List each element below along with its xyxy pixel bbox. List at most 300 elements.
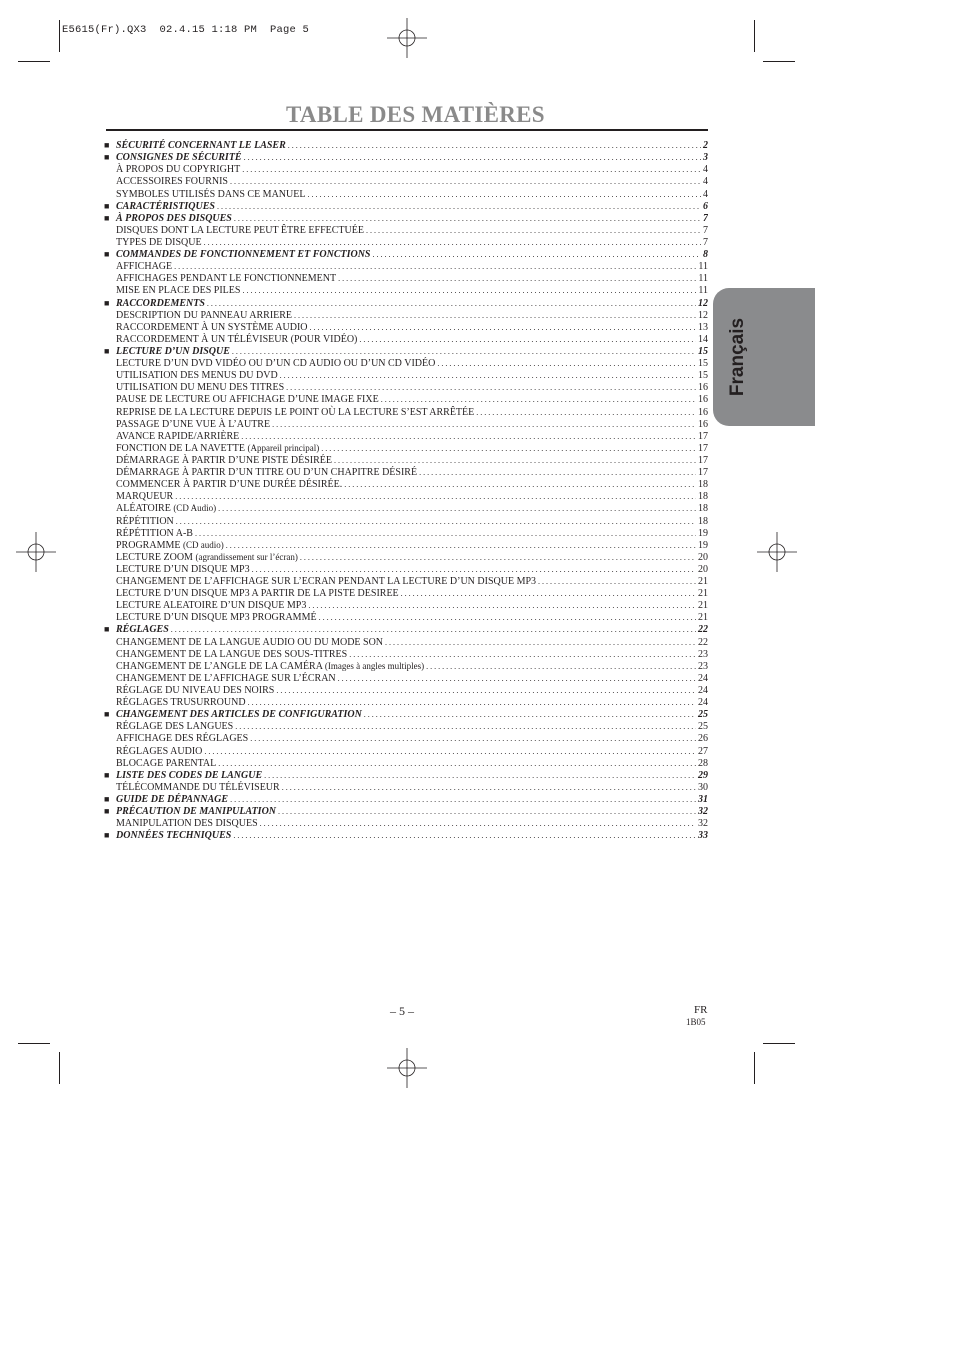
square-bullet-icon: ■ bbox=[104, 152, 110, 163]
toc-page-number: 24 bbox=[698, 697, 708, 709]
toc-page-number: 18 bbox=[698, 515, 708, 527]
crop-mark-top-left-v bbox=[59, 20, 60, 52]
toc-subsection-row bbox=[104, 696, 708, 708]
toc-page-number: 25 bbox=[698, 721, 708, 733]
toc-entry-label bbox=[104, 455, 332, 466]
toc-entry-text: TÉLÉCOMMANDE DU TÉLÉVISEUR bbox=[116, 781, 280, 793]
toc-entry-text: DÉMARRAGE À PARTIR D’UNE PISTE DÉSIRÉE bbox=[116, 454, 332, 466]
toc-subsection-row bbox=[104, 514, 708, 526]
toc-subsection-row bbox=[104, 732, 708, 744]
dot-leader bbox=[359, 334, 696, 345]
toc-subsection-row bbox=[104, 563, 708, 575]
square-bullet-icon: ■ bbox=[104, 212, 110, 223]
toc-section-row bbox=[104, 769, 708, 781]
toc-entry-text: CHANGEMENT DE L’AFFICHAGE SUR L’ECRAN PENDANT LA LECTURE D’UN DISQUE MP3 bbox=[116, 576, 537, 588]
dot-leader bbox=[288, 140, 701, 151]
toc-entry-label bbox=[104, 685, 274, 696]
toc-entry-label bbox=[104, 479, 342, 490]
title-rule bbox=[106, 129, 708, 131]
toc-page-number: 4 bbox=[703, 188, 708, 200]
dot-leader bbox=[244, 152, 701, 163]
toc-page-number: 21 bbox=[698, 612, 708, 624]
toc-subsection-row bbox=[104, 187, 708, 199]
dot-leader bbox=[319, 612, 696, 623]
crop-mark-bottom-right-h bbox=[763, 1043, 795, 1044]
toc-entry-label bbox=[116, 249, 371, 260]
toc-entry-text: À PROPOS DES DISQUES bbox=[116, 212, 232, 224]
toc-entry-note: (agrandissement sur l’écran) bbox=[195, 551, 298, 562]
toc-subsection-row bbox=[104, 611, 708, 623]
toc-page-number: 12 bbox=[698, 297, 708, 309]
dot-leader bbox=[334, 455, 696, 466]
toc-page-number: 3 bbox=[703, 152, 708, 164]
language-tab-label: Français bbox=[727, 317, 748, 397]
toc-subsection-row bbox=[104, 490, 708, 502]
dot-leader bbox=[338, 273, 696, 284]
dot-leader bbox=[280, 370, 696, 381]
dot-leader bbox=[242, 285, 696, 296]
toc-subsection-row bbox=[104, 744, 708, 756]
toc-entry-text: SÉCURITÉ CONCERNANT LE LASER bbox=[116, 140, 286, 152]
toc-entry-text: AFFICHAGE bbox=[116, 261, 173, 273]
toc-entry-text: AFFICHAGES PENDANT LE FONCTIONNEMENT bbox=[116, 273, 337, 285]
toc-page-number: 19 bbox=[698, 539, 708, 551]
toc-entry-text: PASSAGE D’UNE VUE À L’AUTRE bbox=[116, 418, 271, 430]
toc-subsection-row bbox=[104, 684, 708, 696]
toc-page-number: 15 bbox=[698, 345, 708, 357]
dot-leader bbox=[366, 225, 701, 236]
toc-entry-label bbox=[104, 661, 424, 672]
page-number: – 5 – bbox=[390, 1004, 414, 1018]
toc-entry-label bbox=[116, 346, 230, 357]
toc-entry-label bbox=[104, 189, 305, 200]
toc-subsection-row bbox=[104, 272, 708, 284]
toc-page-number: 21 bbox=[698, 588, 708, 600]
toc-entry-text: SYMBOLES UTILISÉS DANS CE MANUEL bbox=[116, 188, 306, 200]
toc-subsection-row bbox=[104, 333, 708, 345]
toc-subsection-row bbox=[104, 539, 708, 551]
toc-subsection-row bbox=[104, 393, 708, 405]
dot-leader bbox=[235, 721, 696, 732]
square-bullet-icon: ■ bbox=[104, 297, 110, 308]
toc-entry-label bbox=[116, 140, 286, 151]
toc-subsection-row bbox=[104, 284, 708, 296]
table-of-contents bbox=[104, 139, 708, 841]
toc-entry-text: DESCRIPTION DU PANNEAU ARRIERE bbox=[116, 309, 293, 321]
toc-entry-text: MANIPULATION DES DISQUES bbox=[116, 818, 258, 830]
toc-page-number: 17 bbox=[698, 467, 708, 479]
toc-entry-label bbox=[104, 273, 336, 284]
toc-entry-text: ALÉATOIRE bbox=[116, 503, 171, 515]
toc-entry-text: UTILISATION DES MENUS DU DVD bbox=[116, 370, 278, 382]
toc-subsection-row bbox=[104, 357, 708, 369]
toc-page-number: 16 bbox=[698, 406, 708, 418]
page-title: TABLE DES MATIÈRES bbox=[286, 102, 545, 127]
toc-entry-text: À PROPOS DU COPYRIGHT bbox=[116, 164, 241, 176]
toc-entry-label bbox=[104, 733, 248, 744]
toc-page-number: 33 bbox=[698, 830, 708, 842]
toc-entry-label bbox=[104, 637, 383, 648]
document-code: 1B05 bbox=[686, 1017, 706, 1027]
toc-entry-label bbox=[104, 407, 474, 418]
toc-entry-text: RÉPÉTITION A-B bbox=[116, 527, 193, 539]
square-bullet-icon: ■ bbox=[104, 140, 110, 151]
toc-section-row bbox=[104, 708, 708, 720]
toc-subsection-row bbox=[104, 175, 708, 187]
toc-entry-label bbox=[116, 770, 262, 781]
toc-page-number: 21 bbox=[698, 600, 708, 612]
dot-leader bbox=[232, 346, 696, 357]
toc-subsection-row bbox=[104, 405, 708, 417]
toc-page-number: 23 bbox=[698, 660, 708, 672]
toc-entry-text: CHANGEMENT DE LA LANGUE AUDIO OU DU MODE SON bbox=[116, 636, 384, 648]
toc-page-number: 31 bbox=[698, 794, 708, 806]
dot-leader bbox=[321, 443, 696, 454]
dot-leader bbox=[204, 237, 701, 248]
crop-mark-top-right-h bbox=[763, 61, 795, 62]
print-slug: E5615(Fr).QX3 02.4.15 1:18 PM Page 5 bbox=[62, 24, 310, 36]
toc-page-number: 17 bbox=[698, 454, 708, 466]
toc-entry-text: FONCTION DE LA NAVETTE bbox=[116, 442, 245, 454]
dot-leader bbox=[419, 467, 696, 478]
toc-entry-note: (CD audio) bbox=[182, 539, 224, 550]
toc-page-number: 7 bbox=[703, 224, 708, 236]
toc-subsection-row bbox=[104, 635, 708, 647]
toc-entry-text: MISE EN PLACE DES PILES bbox=[116, 285, 241, 297]
toc-section-row bbox=[104, 212, 708, 224]
toc-section-row bbox=[104, 151, 708, 163]
toc-subsection-row bbox=[104, 236, 708, 248]
toc-subsection-row bbox=[104, 369, 708, 381]
toc-subsection-row bbox=[104, 527, 708, 539]
toc-page-number: 17 bbox=[698, 442, 708, 454]
toc-entry-text: LECTURE ALEATOIRE D’UN DISQUE MP3 bbox=[116, 600, 307, 612]
dot-leader bbox=[426, 661, 696, 672]
toc-subsection-row bbox=[104, 502, 708, 514]
toc-section-row bbox=[104, 829, 708, 841]
toc-subsection-row bbox=[104, 817, 708, 829]
toc-page-number: 18 bbox=[698, 503, 708, 515]
square-bullet-icon: ■ bbox=[104, 806, 110, 817]
toc-entry-text: LECTURE D’UN DISQUE MP3 A PARTIR DE LA PISTE DESIREE bbox=[116, 588, 399, 600]
toc-subsection-row bbox=[104, 309, 708, 321]
toc-entry-text: LECTURE D’UN DISQUE bbox=[116, 345, 230, 357]
toc-page-number: 20 bbox=[698, 563, 708, 575]
toc-entry-text: RACCORDEMENT À UN TÉLÉVISEUR (POUR VIDÉO) bbox=[116, 333, 358, 345]
toc-entry-label bbox=[116, 298, 205, 309]
toc-entry-note: (Appareil principal) bbox=[247, 442, 320, 453]
toc-page-number: 26 bbox=[698, 733, 708, 745]
dot-leader bbox=[174, 261, 696, 272]
toc-entry-text: PRÉCAUTION DE MANIPULATION bbox=[116, 806, 277, 818]
toc-entry-text: GUIDE DE DÉPANNAGE bbox=[116, 794, 229, 806]
toc-page-number: 15 bbox=[698, 358, 708, 370]
toc-entry-text: CHANGEMENT DE L’ANGLE DE LA CAMÉRA bbox=[116, 660, 323, 672]
dot-leader bbox=[310, 322, 697, 333]
square-bullet-icon: ■ bbox=[104, 794, 110, 805]
toc-entry-text: DONNÉES TECHNIQUES bbox=[116, 830, 232, 842]
toc-entry-label bbox=[104, 467, 417, 478]
toc-entry-text: DÉMARRAGE À PARTIR D’UN TITRE OU D’UN CHAPITRE DÉSIRÉ bbox=[116, 467, 418, 479]
dot-leader bbox=[344, 479, 696, 490]
dot-leader bbox=[307, 189, 701, 200]
toc-page-number: 4 bbox=[703, 164, 708, 176]
toc-entry-label bbox=[104, 746, 202, 757]
toc-entry-label bbox=[104, 540, 224, 551]
toc-entry-label bbox=[104, 285, 240, 296]
toc-entry-label bbox=[104, 600, 306, 611]
toc-page-number: 15 bbox=[698, 370, 708, 382]
dot-leader bbox=[349, 649, 696, 660]
toc-page-number: 17 bbox=[698, 430, 708, 442]
dot-leader bbox=[338, 673, 696, 684]
toc-subsection-row bbox=[104, 672, 708, 684]
dot-leader bbox=[175, 491, 696, 502]
toc-entry-label bbox=[116, 152, 242, 163]
toc-page-number: 16 bbox=[698, 382, 708, 394]
toc-page-number: 21 bbox=[698, 576, 708, 588]
toc-entry-label bbox=[104, 237, 202, 248]
dot-leader bbox=[385, 637, 696, 648]
toc-entry-label bbox=[104, 612, 317, 623]
square-bullet-icon: ■ bbox=[104, 830, 110, 841]
dot-leader bbox=[437, 358, 696, 369]
square-bullet-icon: ■ bbox=[104, 249, 110, 260]
toc-entry-label bbox=[104, 576, 536, 587]
crop-mark-top-left-h bbox=[18, 61, 50, 62]
toc-page-number: 27 bbox=[698, 745, 708, 757]
dot-leader bbox=[195, 528, 696, 539]
toc-page-number: 12 bbox=[698, 309, 708, 321]
dot-leader bbox=[364, 709, 696, 720]
toc-subsection-row bbox=[104, 648, 708, 660]
toc-page-number: 16 bbox=[698, 394, 708, 406]
toc-entry-text: PROGRAMME bbox=[116, 539, 181, 551]
toc-entry-text: LECTURE D’UN DVD VIDÉO OU D’UN CD AUDIO OU D’UN CD VIDÉO bbox=[116, 358, 436, 370]
toc-entry-label bbox=[104, 491, 173, 502]
toc-entry-text: LISTE DES CODES DE LANGUE bbox=[116, 769, 263, 781]
dot-leader bbox=[241, 431, 696, 442]
toc-page-number: 11 bbox=[698, 285, 708, 297]
dot-leader bbox=[260, 818, 696, 829]
toc-section-row bbox=[104, 139, 708, 151]
toc-subsection-row bbox=[104, 321, 708, 333]
toc-page-number: 25 bbox=[698, 709, 708, 721]
toc-page-number: 16 bbox=[698, 418, 708, 430]
toc-entry-text: UTILISATION DU MENU DES TITRES bbox=[116, 382, 285, 394]
language-code: FR bbox=[694, 1004, 708, 1016]
toc-entry-label bbox=[116, 624, 169, 635]
toc-page-number: 19 bbox=[698, 527, 708, 539]
dot-leader bbox=[282, 782, 696, 793]
dot-leader bbox=[234, 213, 701, 224]
toc-entry-text: RÉGLAGES bbox=[116, 624, 169, 636]
toc-entry-text: LECTURE D’UN DISQUE MP3 PROGRAMMÉ bbox=[116, 612, 317, 624]
toc-subsection-row bbox=[104, 442, 708, 454]
dot-leader bbox=[278, 806, 696, 817]
dot-leader bbox=[308, 600, 696, 611]
toc-entry-text: CARACTÉRISTIQUES bbox=[116, 200, 215, 212]
toc-subsection-row bbox=[104, 720, 708, 732]
toc-page-number: 14 bbox=[698, 333, 708, 345]
square-bullet-icon: ■ bbox=[104, 624, 110, 635]
toc-section-row bbox=[104, 345, 708, 357]
toc-entry-label bbox=[104, 370, 278, 381]
toc-page-number: 2 bbox=[703, 140, 708, 152]
toc-section-row bbox=[104, 793, 708, 805]
toc-entry-label bbox=[104, 528, 193, 539]
crop-mark-bottom-right-v bbox=[754, 1052, 755, 1084]
dot-leader bbox=[233, 830, 696, 841]
dot-leader bbox=[401, 588, 696, 599]
toc-subsection-row bbox=[104, 757, 708, 769]
square-bullet-icon: ■ bbox=[104, 709, 110, 720]
toc-entry-label bbox=[116, 794, 228, 805]
toc-entry-label bbox=[104, 564, 250, 575]
dot-leader bbox=[218, 758, 696, 769]
toc-entry-label bbox=[116, 709, 362, 720]
registration-mark-bottom bbox=[387, 1048, 427, 1088]
dot-leader bbox=[230, 176, 701, 187]
toc-subsection-row bbox=[104, 781, 708, 793]
dot-leader bbox=[217, 201, 701, 212]
toc-section-row bbox=[104, 296, 708, 308]
toc-subsection-row bbox=[104, 163, 708, 175]
square-bullet-icon: ■ bbox=[104, 200, 110, 211]
toc-entry-label bbox=[104, 673, 336, 684]
dot-leader bbox=[286, 382, 696, 393]
toc-entry-label bbox=[104, 588, 399, 599]
toc-section-row bbox=[104, 623, 708, 635]
toc-entry-label bbox=[104, 649, 347, 660]
dot-leader bbox=[250, 733, 696, 744]
dot-leader bbox=[264, 770, 696, 781]
toc-entry-label bbox=[116, 830, 231, 841]
toc-entry-text: CHANGEMENT DE L’AFFICHAGE SUR L’ÉCRAN bbox=[116, 672, 336, 684]
toc-entry-text: ACCESSOIRES FOURNIS bbox=[116, 176, 228, 188]
toc-entry-label bbox=[104, 758, 216, 769]
toc-subsection-row bbox=[104, 575, 708, 587]
toc-entry-label bbox=[104, 261, 172, 272]
dot-leader bbox=[300, 552, 696, 563]
toc-subsection-row bbox=[104, 260, 708, 272]
registration-mark-right bbox=[757, 532, 797, 572]
toc-subsection-row bbox=[104, 551, 708, 563]
toc-entry-text: COMMANDES DE FONCTIONNEMENT ET FONCTIONS bbox=[116, 249, 371, 261]
toc-subsection-row bbox=[104, 599, 708, 611]
dot-leader bbox=[381, 394, 696, 405]
toc-page-number: 30 bbox=[698, 781, 708, 793]
toc-subsection-row bbox=[104, 381, 708, 393]
toc-entry-label bbox=[104, 721, 233, 732]
toc-page-number: 22 bbox=[698, 624, 708, 636]
toc-entry-text: RÉGLAGE DES LANGUES bbox=[116, 721, 234, 733]
toc-entry-label bbox=[104, 176, 228, 187]
toc-page-number: 4 bbox=[703, 176, 708, 188]
square-bullet-icon: ■ bbox=[104, 345, 110, 356]
dot-leader bbox=[538, 576, 696, 587]
dot-leader bbox=[218, 503, 696, 514]
crop-mark-bottom-left-h bbox=[18, 1043, 50, 1044]
toc-entry-text: RÉGLAGE DU NIVEAU DES NOIRS bbox=[116, 685, 275, 697]
toc-entry-label bbox=[104, 382, 284, 393]
toc-page-number: 24 bbox=[698, 672, 708, 684]
toc-entry-text: REPRISE DE LA LECTURE DEPUIS LE POINT OÙ LA LECTURE S’EST ARRÊTÉE bbox=[116, 406, 475, 418]
toc-page-number: 8 bbox=[703, 249, 708, 261]
toc-subsection-row bbox=[104, 587, 708, 599]
toc-entry-label bbox=[104, 334, 357, 345]
dot-leader bbox=[294, 310, 696, 321]
toc-subsection-row bbox=[104, 418, 708, 430]
toc-page-number: 7 bbox=[703, 236, 708, 248]
dot-leader bbox=[176, 516, 696, 527]
toc-page-number: 11 bbox=[698, 261, 708, 273]
toc-entry-label bbox=[104, 358, 435, 369]
dot-leader bbox=[171, 624, 696, 635]
dot-leader bbox=[476, 407, 696, 418]
toc-page-number: 18 bbox=[698, 491, 708, 503]
toc-entry-label bbox=[116, 201, 215, 212]
dot-leader bbox=[226, 540, 696, 551]
dot-leader bbox=[252, 564, 696, 575]
toc-entry-text: RÉGLAGES TRUSURROUND bbox=[116, 697, 246, 709]
toc-entry-text: PAUSE DE LECTURE OU AFFICHAGE D’UNE IMAGE FIXE bbox=[116, 394, 379, 406]
dot-leader bbox=[207, 298, 696, 309]
toc-subsection-row bbox=[104, 466, 708, 478]
toc-entry-text: LECTURE ZOOM bbox=[116, 551, 193, 563]
dot-leader bbox=[272, 419, 696, 430]
toc-page-number: 32 bbox=[698, 806, 708, 818]
toc-entry-text: MARQUEUR bbox=[116, 491, 174, 503]
toc-entry-text: BLOCAGE PARENTAL bbox=[116, 757, 217, 769]
toc-page-number: 6 bbox=[703, 200, 708, 212]
toc-entry-note: (Images à angles multiples) bbox=[324, 660, 425, 671]
toc-section-row bbox=[104, 248, 708, 260]
toc-entry-text: CHANGEMENT DES ARTICLES DE CONFIGURATION bbox=[116, 709, 362, 721]
toc-section-row bbox=[104, 805, 708, 817]
toc-entry-label bbox=[104, 164, 240, 175]
toc-entry-label bbox=[116, 806, 276, 817]
toc-entry-label bbox=[104, 310, 292, 321]
toc-entry-label bbox=[116, 213, 232, 224]
toc-entry-label bbox=[104, 818, 258, 829]
toc-entry-label bbox=[104, 322, 308, 333]
toc-page-number: 32 bbox=[698, 818, 708, 830]
toc-subsection-row bbox=[104, 224, 708, 236]
toc-page-number: 20 bbox=[698, 551, 708, 563]
toc-page-number: 22 bbox=[698, 636, 708, 648]
toc-entry-text: RACCORDEMENTS bbox=[116, 297, 205, 309]
toc-subsection-row bbox=[104, 430, 708, 442]
dot-leader bbox=[242, 164, 701, 175]
toc-entry-label bbox=[104, 697, 246, 708]
toc-entry-label bbox=[104, 503, 216, 514]
toc-subsection-row bbox=[104, 454, 708, 466]
language-tab-label-wrap bbox=[713, 288, 763, 426]
toc-page-number: 23 bbox=[698, 648, 708, 660]
dot-leader bbox=[204, 746, 696, 757]
toc-entry-label bbox=[104, 782, 280, 793]
toc-subsection-row bbox=[104, 478, 708, 490]
dot-leader bbox=[248, 697, 696, 708]
toc-entry-text: AVANCE RAPIDE/ARRIÈRE bbox=[116, 430, 240, 442]
toc-entry-note: (CD Audio) bbox=[173, 503, 217, 514]
toc-page-number: 28 bbox=[698, 757, 708, 769]
dot-leader bbox=[276, 685, 696, 696]
toc-page-number: 11 bbox=[698, 273, 708, 285]
toc-entry-label bbox=[104, 443, 319, 454]
toc-entry-text: CONSIGNES DE SÉCURITÉ bbox=[116, 152, 242, 164]
